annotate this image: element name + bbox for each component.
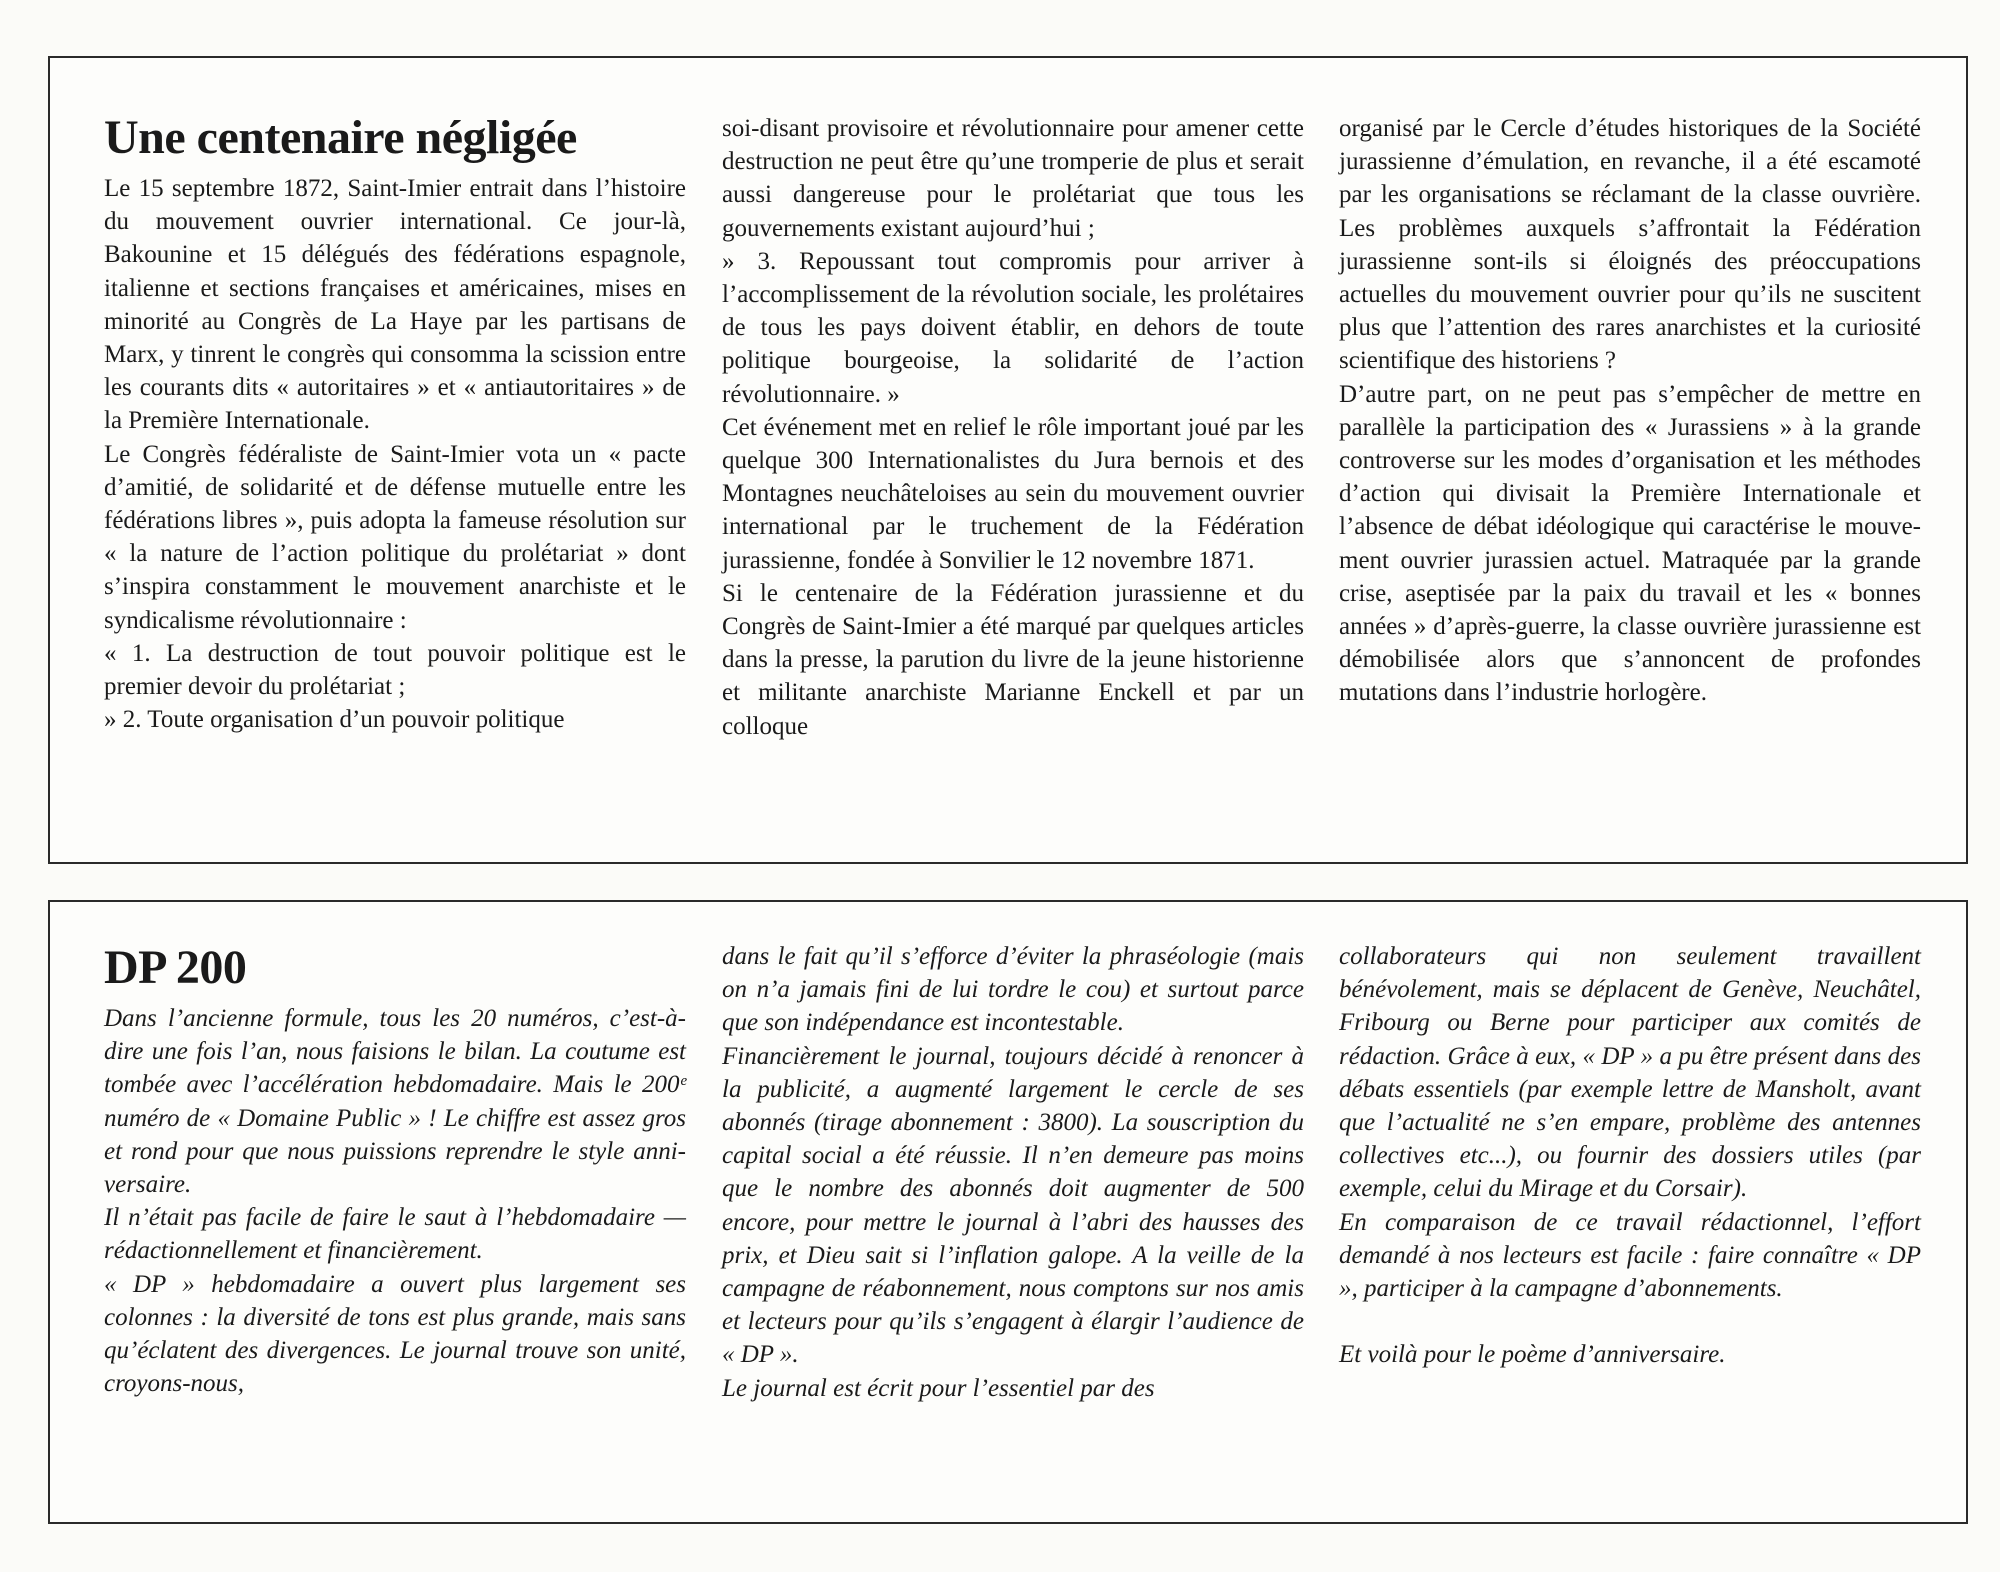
article2-col3-paragraph: En comparaison de ce travail rédactionnel, l’effort demandé à nos lecteurs est facile : faire connaître « DP », participer à la campagne d’abonnements. [1339,1208,1921,1303]
article2-col1-paragraph: « DP » hebdomadaire a ouvert plus largement ses colonnes : la diversité de tons est plus grande, mais sans qu’éclatent des divergences. Le journal trouve son unité, croyons-nous, [104,1270,686,1398]
article1-col1-paragraph: Le 15 septembre 1872, Saint-Imier entrait dans l’histoire du mouvement ouvrier international. Ce jour-là, Bakounine et 15 délégués des fédérations espagnole, italienne et sections françaises et américaines, mises en minorité au Congrès de La Haye par les partisans de Marx, y tinrent le congrès qui consomma la scission entre les courants dits « autoritaires » et « antiautoritaires » de la Première Internationale. [104,175,686,435]
article1-col1-paragraph: « 1. La destruction de tout pouvoir politique est le premier devoir du prolétariat ; [104,639,686,701]
article2-title: DP 200 [104,941,247,994]
article1-col1-paragraph: » 2. Toute organisation d’un pouvoir politique [104,706,565,734]
article2-col3-paragraph: collaborateurs qui non seulement travaillent bénévolement, mais se déplacent de Genève, Neuchâtel, Fribourg ou Berne pour participer aux comités de rédaction. Grâce à eux, « DP » a pu être présent dans des débats essentiels (par exemple lettre de Mansholt, avant que l’actualité ne s’en empare, problème des antennes collectives etc...), ou fournir des dossiers utiles (par exemple, celui du Mirage et du Corsair). [1339,943,1921,1203]
article1-col2-paragraph: » 3. Repoussant tout compromis pour arriver à l’accomplissement de la révolution sociale, les prolétaires de tous les pays doivent établir, en dehors de toute politique bourgeoise, la solidarité de l’action révolutionnaire. » [722,247,1304,408]
article1-col2-paragraph: soi-disant provisoire et révolutionnaire pour amener cette destruction ne peut être qu’une tromperie de plus et serait aussi dangereuse pour le prolétariat que tous les gouvernements existant aujourd’hui ; [722,115,1304,242]
article2-column-1 [104,940,686,1400]
article1-col2-paragraph: Si le centenaire de la Fédération jurassienne et du Congrès de Saint-Imier a été marqué par quelques articles dans la presse, la parution du livre de la jeune historienne et militante anarchiste Marianne Enckell et par un colloque [722,579,1304,740]
article1-col3-paragraph: organisé par le Cercle d’études historiques de la Société jurassienne d’émulation, en revanche, il a été escamoté par les organisations se réclamant de la classe ouvrière. Les problèmes auxquels s’affrontait la Fédération jurassienne sont-ils si éloignés des préoccupations actuelles du mouvement ouvrier pour qu’ils ne suscitent plus que l’attention des rares anarchistes et la curiosité scientifique des historiens ? [1339,115,1921,375]
article2-col2-paragraph: dans le fait qu’il s’efforce d’éviter la phraséologie (mais on n’a jamais fini de lui tordre le cou) et surtout parce que son indépendance est incontestable. [722,943,1304,1037]
article-box-dp200 [48,900,1968,1524]
paragraph-spacer [1339,1305,1921,1338]
article1-column-3 [1339,112,1921,710]
article2-closing-line: Et voilà pour le poème d’anniversaire. [1339,1341,1726,1369]
article2-col1-paragraph: Dans l’ancienne formule, tous les 20 numéros, c’est-à-dire une fois l’an, nous faisions le bilan. La coutume est tombée avec l’accélération hebdomadaire. Mais le 200ᵉ numéro de « Domaine Public » ! Le chiffre est assez gros et rond pour que nous puissions reprendre le style anniversaire. [104,1005,686,1199]
article2-col2-paragraph: Le journal est écrit pour l’essentiel par des [722,1374,1155,1402]
article1-col3-paragraph: D’autre part, on ne peut pas s’empêcher de mettre en parallèle la participation des « Jurassiens » à la grande controverse sur les modes d’organisation et les méthodes d’action qui divisait la Première Internationale et l’absence de débat idéologique qui caractérise le mouvement ouvrier jurassien actuel. Matraquée par la grande crise, aseptisée par la paix du travail et les « bonnes années » d’après-guerre, la classe ouvrière jurassienne est démobilisée alors que s’annoncent de profondes mutations dans l’industrie horlogère. [1339,380,1921,707]
article1-column-2 [722,112,1304,743]
article2-column-3 [1339,940,1921,1372]
article2-col1-paragraph: Il n’était pas facile de faire le saut à l’hebdomadaire — rédactionnellement et financièrement. [104,1204,686,1265]
article1-column-1 [104,110,686,736]
article1-title: Une centenaire négligée [104,111,577,164]
article2-col2-paragraph: Financièrement le journal, toujours décidé à renoncer à la publicité, a augmenté largement le cercle de ses abonnés (tirage abonnement : 3800). La souscription du capital social a été réussie. Il n’en demeure pas moins que le nombre des abonnés doit augmenter de 500 encore, pour mettre le journal à l’abri des hausses des prix, et Dieu sait si l’inflation galope. A la veille de la campagne de réabonnement, nous comptons sur nos amis et lecteurs pour qu’ils s’engagent à élargir l’audience de « DP ». [722,1042,1304,1369]
article-box-centenaire [48,56,1968,864]
article1-col1-paragraph: Le Congrès fédéraliste de Saint-Imier vota un « pacte d’amitié, de solidarité et de défense mutuelle entre les fédérations libres », puis adopta la fameuse résolution sur « la nature de l’action politique du prolétariat » dont s’inspira constamment le mouvement anarchiste et le syndicalisme révolutionnaire : [104,440,686,634]
article2-column-2 [722,940,1304,1405]
article1-col2-paragraph: Cet événement met en relief le rôle important joué par les quelque 300 Internationalistes du Jura bernois et des Montagnes neuchâteloises au sein du mouvement ouvrier international par le truchement de la Fédération jurassienne, fondée à Sonvilier le 12 novembre 1871. [722,413,1304,574]
